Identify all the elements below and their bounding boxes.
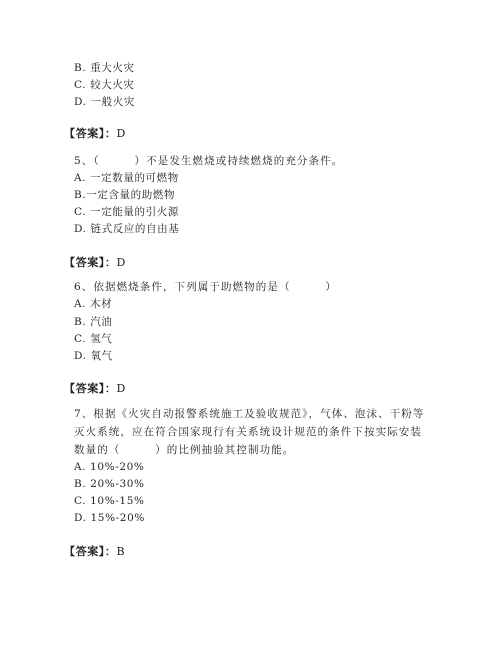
q4-option-c: C. 较大火灾: [74, 79, 135, 91]
q5-option-a: A. 一定数量的可燃物: [74, 172, 179, 184]
q7-option-b: B. 20%-30%: [74, 478, 145, 490]
q7-question-line-2: 灭火系统，应在符合国家现行有关系统设计规范的条件下按实际安装: [74, 426, 422, 438]
q6-answer-label: 【答案】：: [64, 382, 117, 395]
q5-answer: [64, 256, 126, 270]
q7-answer-value: B: [116, 545, 126, 558]
q6-answer: [64, 382, 126, 396]
q5-question: 5、（ ）不是发生燃烧或持续燃烧的充分条件。: [74, 155, 344, 167]
q5-option-b: B.一定含量的助燃物: [74, 189, 176, 201]
q4-answer-value: D: [116, 127, 126, 140]
q4-answer-label: 【答案】：: [64, 127, 117, 140]
q7-option-c: C. 10%-15%: [74, 495, 145, 507]
q6-answer-value: D: [116, 382, 126, 395]
q6-option-c: C. 氢气: [74, 333, 113, 345]
q6-question: 6、依据燃烧条件，下列属于助燃物的是（ ）: [74, 281, 337, 293]
q7-answer-label: 【答案】：: [64, 545, 117, 558]
q5-answer-value: D: [116, 256, 126, 269]
q6-option-a: A. 木材: [74, 298, 113, 310]
q4-answer: [64, 127, 126, 141]
q6-option-b: B. 汽油: [74, 316, 113, 328]
q5-answer-label: 【答案】：: [64, 256, 117, 269]
q7-option-d: D. 15%-20%: [74, 512, 145, 524]
q7-question-line-3: 数量的（ ）的比例抽验其控制功能。: [74, 444, 295, 456]
q6-option-d: D. 氧气: [74, 350, 113, 362]
q5-option-d: D. 链式反应的自由基: [74, 223, 180, 235]
q5-option-c: C. 一定能量的引火源: [74, 206, 179, 218]
q4-option-b: B. 重大火灾: [74, 62, 135, 74]
q7-question-line-1: 7、根据《火灾自动报警系统施工及验收规范》，气体、泡沫、干粉等: [74, 408, 425, 420]
q7-answer: [64, 545, 125, 559]
q4-option-d: D. 一般火灾: [74, 96, 135, 108]
q7-option-a: A. 10%-20%: [74, 461, 145, 473]
